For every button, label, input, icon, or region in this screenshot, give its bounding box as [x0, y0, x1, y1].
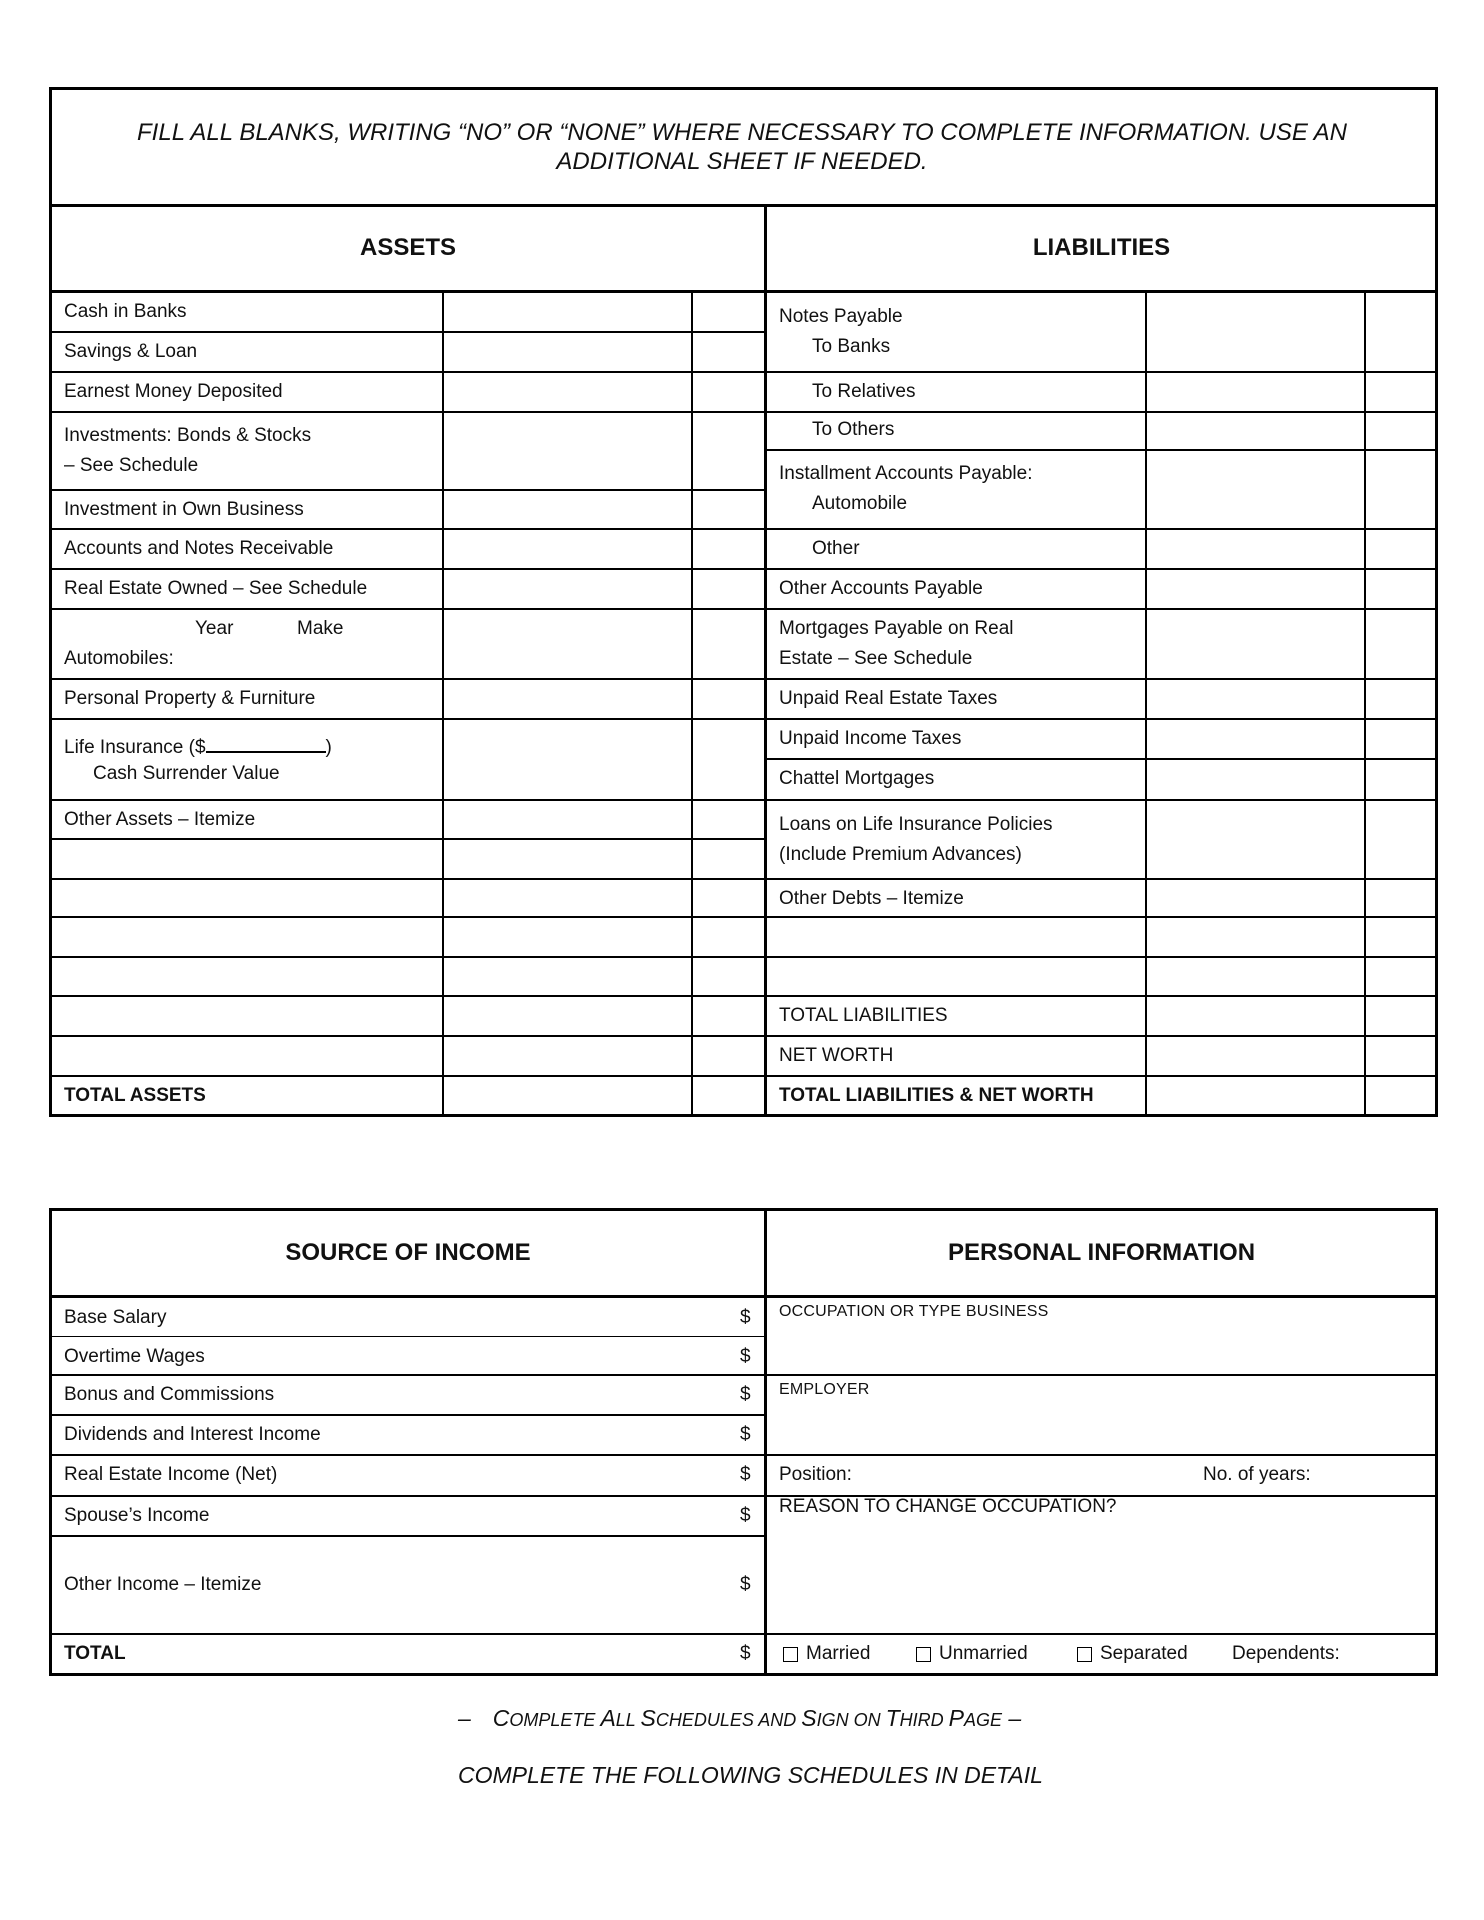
divider [766, 916, 1436, 918]
assets-header: ASSETS [359, 234, 457, 261]
asset-auto-year: Year [195, 618, 234, 639]
income-other: Other Income – Itemize [64, 1574, 262, 1595]
divider [766, 568, 1436, 570]
sc-omplete: OMPLETE [509, 1710, 601, 1730]
liab-unpaid-income-taxes: Unpaid Income Taxes [779, 728, 962, 749]
reason-label: REASON TO CHANGE OCCUPATION? [779, 1496, 1117, 1517]
liab-to-relatives: To Relatives [812, 381, 916, 402]
divider [51, 568, 765, 570]
divider [766, 799, 1436, 801]
liabilities-header: LIABILITIES [1032, 234, 1171, 261]
divider [51, 290, 1436, 293]
divider [766, 528, 1436, 530]
dash-left: – [458, 1705, 471, 1731]
liab-to-banks: To Banks [812, 336, 891, 357]
liab-mortgages: Mortgages Payable on Real [779, 618, 1014, 639]
liab-automobile: Automobile [812, 493, 908, 514]
divider [51, 678, 765, 680]
divider [51, 528, 765, 530]
divider [51, 878, 765, 880]
divider [51, 1295, 1436, 1298]
sc-p: P [948, 1705, 964, 1731]
married-label: Married [806, 1643, 871, 1664]
divider [766, 1035, 1436, 1037]
divider [766, 449, 1436, 451]
income-bonus: Bonus and Commissions [64, 1384, 275, 1405]
years-label: No. of years: [1203, 1464, 1311, 1485]
sc-c: C [492, 1705, 510, 1731]
divider [51, 995, 765, 997]
divider [51, 331, 765, 333]
unmarried-checkbox[interactable] [916, 1647, 931, 1662]
divider [51, 1495, 765, 1497]
asset-life-insurance [64, 733, 332, 759]
asset-cash-surrender: Cash Surrender Value [93, 763, 280, 784]
divider [766, 1454, 1436, 1456]
liab-installment: Installment Accounts Payable: [779, 463, 1033, 484]
dependents-label: Dependents: [1232, 1643, 1340, 1664]
separated-checkbox[interactable] [1077, 1647, 1092, 1662]
divider [51, 956, 765, 958]
personal-header: PERSONAL INFORMATION [947, 1239, 1256, 1266]
employer-label: EMPLOYER [779, 1381, 870, 1398]
life-insurance-prefix: Life Insurance ($ [64, 737, 206, 758]
divider [51, 1336, 765, 1337]
divider [764, 206, 767, 1115]
liab-unpaid-re-taxes: Unpaid Real Estate Taxes [779, 688, 998, 709]
divider [51, 371, 765, 373]
liab-total-net-worth: TOTAL LIABILITIES & NET WORTH [779, 1085, 1094, 1106]
liab-to-others: To Others [812, 419, 895, 440]
sc-a: A [600, 1705, 616, 1731]
occupation-label: OCCUPATION OR TYPE BUSINESS [779, 1303, 1049, 1320]
separated-label: Separated [1100, 1643, 1188, 1664]
asset-investments: Investments: Bonds & Stocks [64, 425, 312, 446]
sc-hird: HIRD [899, 1710, 949, 1730]
divider [766, 608, 1436, 610]
position-label: Position: [779, 1464, 852, 1485]
asset-personal-property: Personal Property & Furniture [64, 688, 316, 709]
asset-investments-schedule: – See Schedule [64, 455, 199, 476]
divider [51, 916, 765, 918]
divider [766, 1374, 1436, 1376]
liab-other: Other [812, 538, 860, 559]
income-overtime: Overtime Wages [64, 1346, 205, 1367]
divider [51, 608, 765, 610]
income-header: SOURCE OF INCOME [285, 1239, 531, 1266]
asset-own-business: Investment in Own Business [64, 499, 304, 520]
dollar-sign: $ [740, 1643, 751, 1664]
married-checkbox[interactable] [783, 1647, 798, 1662]
liab-net-worth: NET WORTH [779, 1045, 894, 1066]
income-base-salary: Base Salary [64, 1307, 167, 1328]
dash-right: – [1002, 1705, 1022, 1731]
sign-instruction [458, 1705, 1021, 1732]
life-insurance-suffix: ) [325, 737, 332, 758]
divider [766, 956, 1436, 958]
liab-loans-advances: (Include Premium Advances) [779, 844, 1022, 865]
divider [51, 1374, 765, 1376]
liab-total-liabilities: TOTAL LIABILITIES [779, 1005, 948, 1026]
asset-auto-make: Make [297, 618, 344, 639]
sc-t: T [885, 1705, 900, 1731]
sc-ign: IGN ON [816, 1710, 886, 1730]
divider [442, 292, 444, 1115]
sc-age: AGE [963, 1710, 1002, 1730]
divider [51, 1535, 765, 1537]
divider [51, 411, 765, 413]
asset-automobiles: Automobiles: [64, 648, 174, 669]
asset-other-assets: Other Assets – Itemize [64, 809, 256, 830]
asset-savings-loan: Savings & Loan [64, 341, 198, 362]
income-spouse: Spouse’s Income [64, 1505, 210, 1526]
liab-loans: Loans on Life Insurance Policies [779, 814, 1053, 835]
divider [51, 838, 765, 840]
divider [766, 678, 1436, 680]
divider [51, 204, 1436, 207]
income-dividends: Dividends and Interest Income [64, 1424, 321, 1445]
divider [766, 371, 1436, 373]
divider [51, 1454, 765, 1456]
divider [51, 799, 765, 801]
divider [691, 292, 693, 1115]
sc-s2: S [801, 1705, 817, 1731]
divider [766, 758, 1436, 760]
divider [766, 1075, 1436, 1077]
divider [51, 1035, 765, 1037]
asset-receivable: Accounts and Notes Receivable [64, 538, 334, 559]
divider [764, 1210, 767, 1674]
banner-line-1: FILL ALL BLANKS, WRITING “NO” OR “NONE” WHERE NECESSARY TO COMPLETE INFORMATION. USE AN [137, 119, 1347, 146]
sc-ll: LL [615, 1710, 641, 1730]
liab-other-debts: Other Debts – Itemize [779, 888, 964, 909]
instructions-banner [52, 118, 1432, 176]
income-total: TOTAL [64, 1643, 126, 1664]
life-insurance-blank[interactable] [206, 733, 326, 753]
income-real-estate: Real Estate Income (Net) [64, 1464, 278, 1485]
asset-cash-in-banks: Cash in Banks [64, 301, 187, 322]
divider [51, 1633, 1436, 1635]
divider [766, 411, 1436, 413]
dollar-sign: $ [740, 1464, 751, 1485]
divider [51, 718, 765, 720]
dollar-sign: $ [740, 1574, 751, 1595]
divider [51, 489, 765, 491]
divider [1364, 292, 1366, 1115]
divider [51, 1075, 765, 1077]
divider [1145, 292, 1147, 1115]
sc-s: S [640, 1705, 656, 1731]
liab-mortgages-schedule: Estate – See Schedule [779, 648, 973, 669]
asset-total: TOTAL ASSETS [64, 1085, 206, 1106]
asset-real-estate: Real Estate Owned – See Schedule [64, 578, 368, 599]
dollar-sign: $ [740, 1346, 751, 1367]
liab-notes-payable: Notes Payable [779, 306, 903, 327]
dollar-sign: $ [740, 1505, 751, 1526]
divider [766, 878, 1436, 880]
liab-chattel: Chattel Mortgages [779, 768, 935, 789]
sc-chedules: CHEDULES AND [655, 1710, 802, 1730]
dollar-sign: $ [740, 1307, 751, 1328]
divider [766, 718, 1436, 720]
asset-earnest-money: Earnest Money Deposited [64, 381, 283, 402]
liab-other-accounts: Other Accounts Payable [779, 578, 983, 599]
divider [51, 1414, 765, 1416]
schedules-instruction: COMPLETE THE FOLLOWING SCHEDULES IN DETAIL [458, 1762, 1043, 1788]
dollar-sign: $ [740, 1384, 751, 1405]
dollar-sign: $ [740, 1424, 751, 1445]
divider [766, 995, 1436, 997]
unmarried-label: Unmarried [939, 1643, 1028, 1664]
banner-line-2: ADDITIONAL SHEET IF NEEDED. [556, 148, 928, 175]
